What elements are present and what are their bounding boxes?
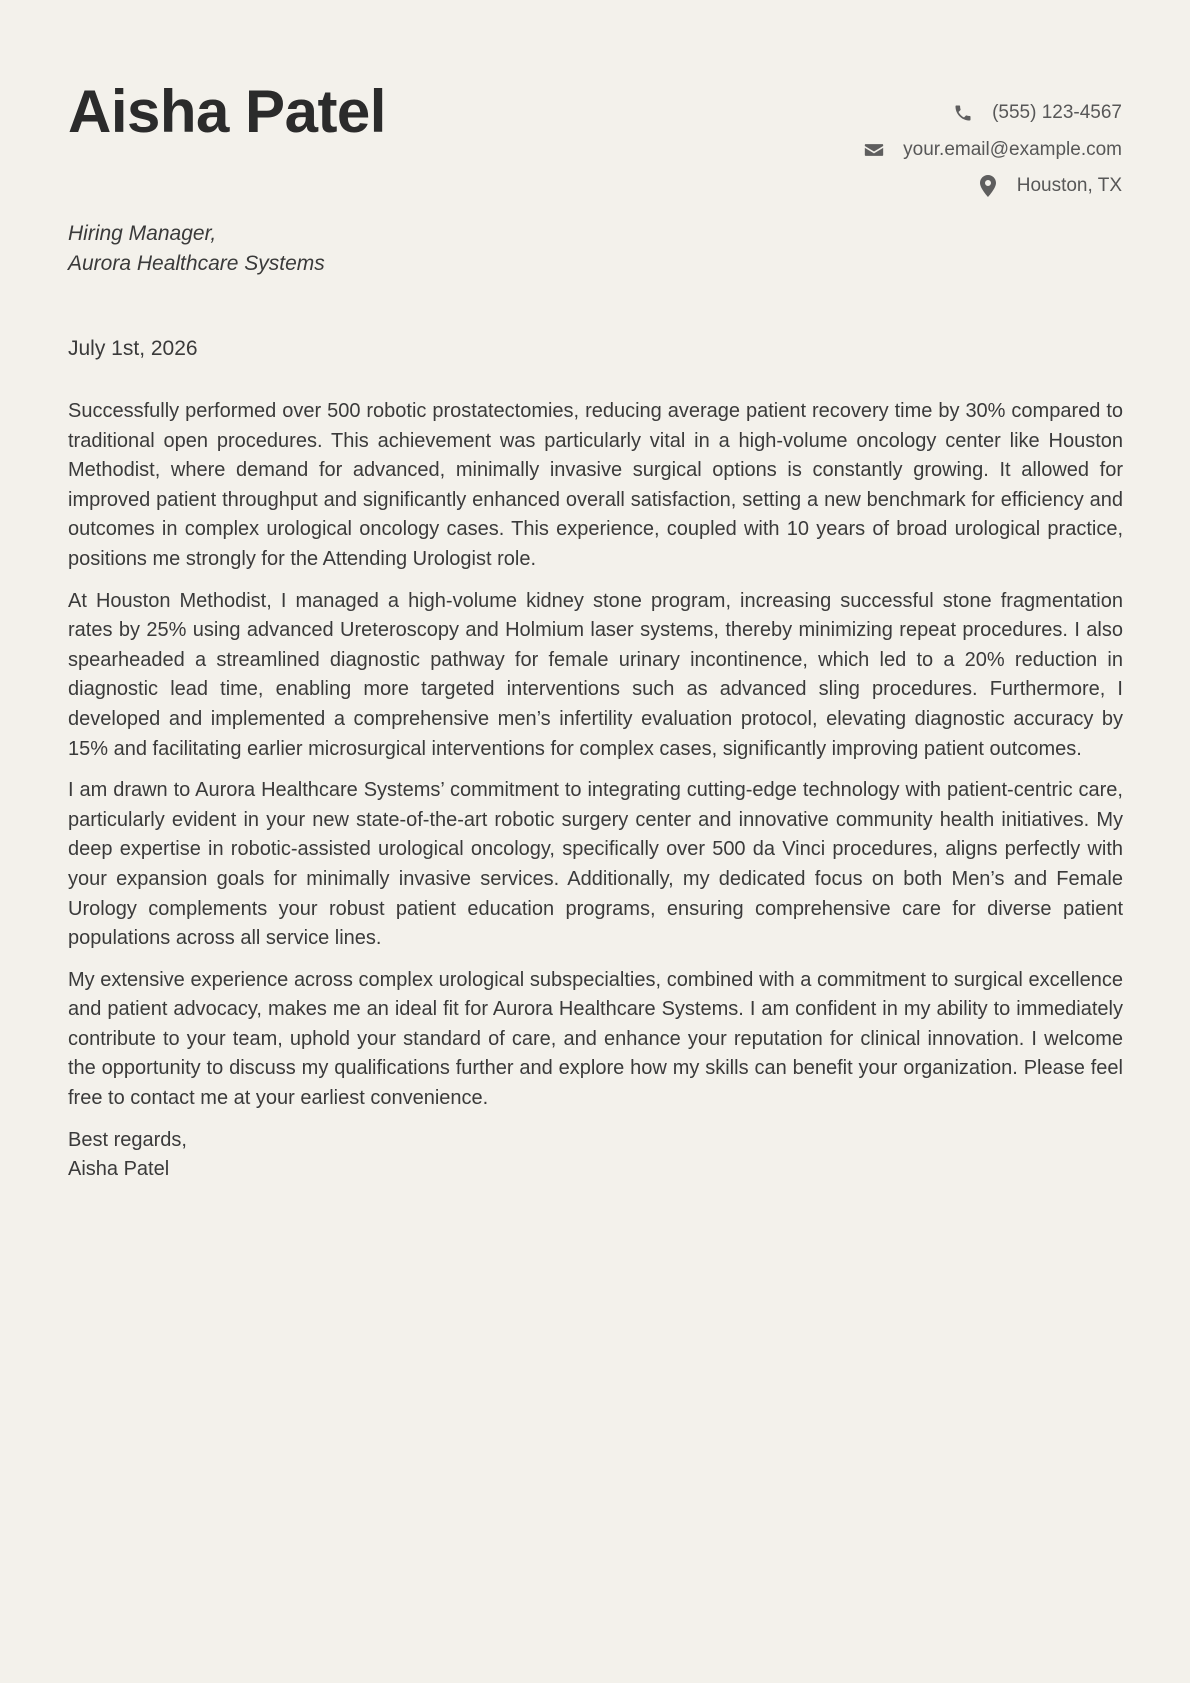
body-paragraph: My extensive experience across complex urological subspecialties, combined with a commitment to surgical excellence and patient advocacy, makes me an ideal fit for Aurora Healthcare Systems. I am confident in my ability to immediately contribute to your team, uphold your standard of care, and enhance your reputation for clinical innovation. I welcome the opportunity to discuss my qualifications further and explore how my skills can benefit your organization. Please feel free to contact me at your earliest convenience. [68, 968, 1123, 1110]
envelope-icon [864, 140, 884, 160]
email-address: your.email@example.com [903, 138, 1122, 160]
contact-email [864, 132, 1122, 169]
contact-phone [864, 95, 1122, 132]
contact-location [864, 168, 1122, 205]
letter-date: July 1st, 2026 [68, 337, 198, 360]
closing-block [68, 1126, 1123, 1185]
body-paragraph: At Houston Methodist, I managed a high-volume kidney stone program, increasing successful stone fragmentation rates by 25% using advanced Ureteroscopy and Holmium laser systems, thereby minimizing repeat procedures. I also spearheaded a streamlined diagnostic pathway for female urinary incontinence, which led to a 20% reduction in diagnostic lead time, enabling more targeted interventions such as advanced sling procedures. Furthermore, I developed and implemented a comprehensive men’s infertility evaluation protocol, elevating diagnostic accuracy by 15% and facilitating earlier microsurgical interventions for complex cases, significantly improving patient outcomes. [68, 589, 1123, 760]
applicant-name: Aisha Patel [68, 78, 386, 145]
location-text: Houston, TX [1016, 175, 1122, 197]
letter-header [68, 0, 1122, 205]
recipient-company: Aurora Healthcare Systems [68, 252, 325, 275]
map-marker-icon [978, 176, 998, 196]
letter-body [68, 397, 1123, 1185]
phone-number: (555) 123-4567 [992, 102, 1122, 124]
contact-info [864, 95, 1122, 205]
closing-salutation: Best regards, [68, 1128, 187, 1151]
body-paragraph: Successfully performed over 500 robotic prostatectomies, reducing average patient recovery time by 30% compared to traditional open procedures. This achievement was particularly vital in a high-volume oncology center like Houston Methodist, where demand for advanced, minimally invasive surgical options is constantly growing. It allowed for improved patient throughput and significantly enhanced overall satisfaction, setting a new benchmark for efficiency and outcomes in complex urological oncology cases. This experience, coupled with 10 years of broad urological practice, positions me strongly for the Attending Urologist role. [68, 400, 1123, 570]
recipient-title: Hiring Manager, [68, 222, 217, 245]
closing-signature: Aisha Patel [68, 1158, 170, 1181]
recipient-block [68, 219, 325, 279]
phone-icon [953, 103, 973, 123]
body-paragraph: I am drawn to Aurora Healthcare Systems’ commitment to integrating cutting-edge technology with patient-centric care, particularly evident in your new state-of-the-art robotic surgery center and innovative community health initiatives. My deep expertise in robotic-assisted urological oncology, specifically over 500 da Vinci procedures, aligns perfectly with your expansion goals for minimally invasive services. Additionally, my dedicated focus on both Men’s and Female Urology complements your robust patient education programs, ensuring comprehensive care for diverse patient populations across all service lines. [68, 779, 1123, 950]
